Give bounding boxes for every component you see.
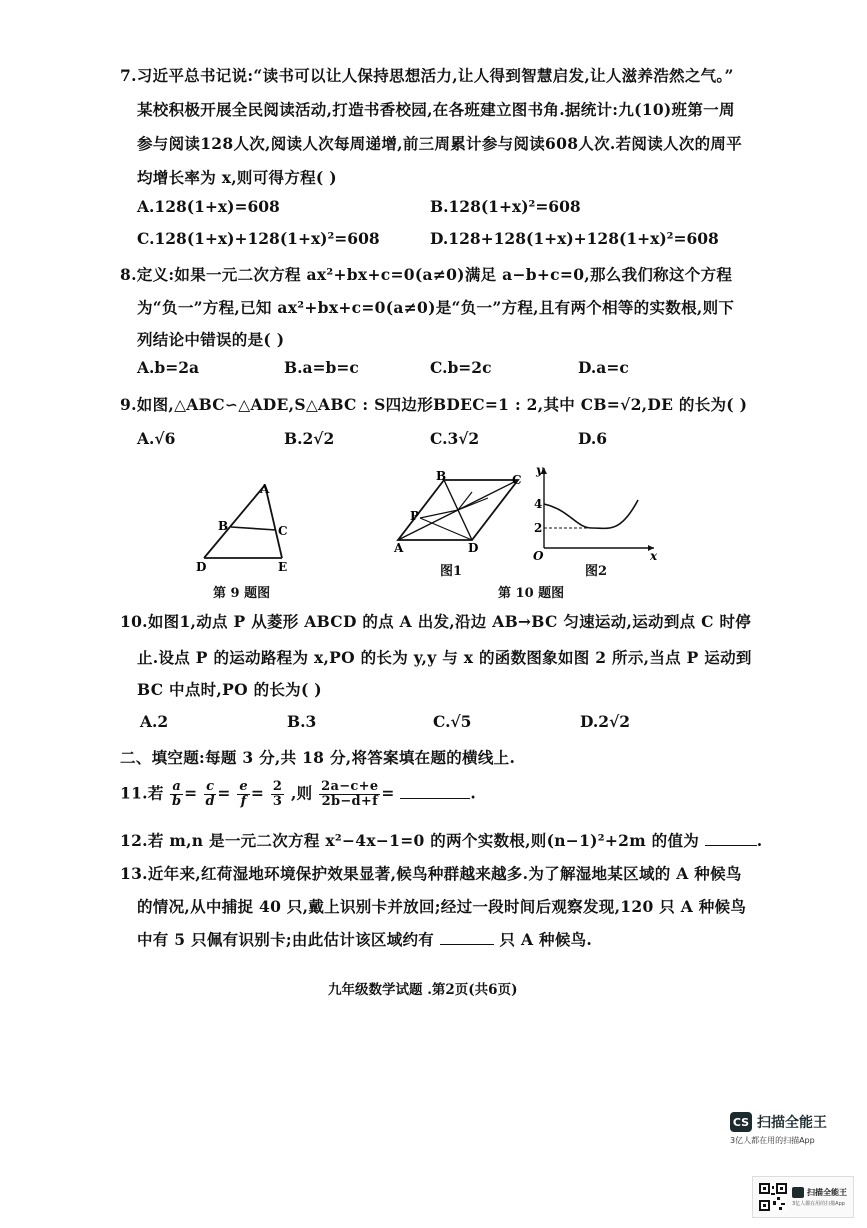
fig1-label-p: P — [410, 509, 420, 523]
q11-fraction-c-d — [204, 780, 216, 809]
q11-fraction-2-3 — [271, 780, 284, 809]
q11-eq-5: = — [381, 783, 395, 803]
q9-option-b: B.2√2 — [284, 429, 335, 448]
q12-end: . — [756, 831, 763, 850]
figure-9-caption: 第 9 题图 — [213, 586, 271, 601]
watermark-brand: 扫描全能王 — [757, 1115, 827, 1131]
q10-line-2: 止.设点 P 的运动路程为 x,PO 的长为 y,y 与 x 的函数图象如图 2 所示,当点 P 运动到 — [137, 648, 752, 667]
q11-f3-num: e — [239, 779, 248, 794]
q7-option-d: D.128+128(1+x)+128(1+x)²=608 — [430, 229, 719, 248]
page-footer: 九年级数学试题 .第2页(共6页) — [328, 982, 518, 998]
q11-eq-2: = — [217, 783, 231, 803]
q9-option-a: A.√6 — [137, 429, 176, 448]
figure-9-triangle — [190, 475, 300, 575]
q11-f1-den: b — [172, 794, 182, 809]
scanner-watermark — [730, 1112, 827, 1146]
fig9-label-d: D — [196, 560, 207, 574]
q11-f2-den: d — [205, 794, 215, 809]
fig2-axis-x: x — [650, 549, 658, 562]
q7-line-2: 某校积极开展全民阅读活动,打造书香校园,在各班建立图书角.据统计:九(10)班第一周 — [137, 100, 735, 119]
q8-option-d: D.a=c — [578, 358, 629, 377]
q9-line-1: 9.如图,△ABC∽△ADE,S△ABC : S四边形BDEC=1 : 2,其中 CB=√2,DE 的长为( ) — [120, 395, 748, 414]
q11-f5-den: 2b−d+f — [321, 794, 378, 809]
q8-option-a: A.b=2a — [137, 358, 200, 377]
fig1-label-a: A — [394, 541, 404, 555]
q11-end: . — [470, 783, 477, 803]
figure-10-caption: 第 10 题图 — [498, 586, 565, 601]
q11-prefix: 11.若 — [120, 783, 164, 803]
q7-line-4: 均增长率为 x,则可得方程( ) — [137, 168, 337, 187]
q10-option-b: B.3 — [287, 712, 317, 731]
cs-logo-icon — [730, 1112, 752, 1132]
fig9-label-b: B — [218, 519, 229, 533]
fig1-label-c: C — [512, 473, 522, 487]
q11-line — [120, 780, 476, 809]
qr-code-icon — [759, 1183, 787, 1211]
q11-fraction-e-f — [237, 780, 250, 809]
q10-line-1: 10.如图1,动点 P 从菱形 ABCD 的点 A 出发,沿边 AB→BC 匀速运动,运动到点 C 时停 — [120, 612, 752, 631]
fig2-origin: O — [533, 549, 544, 562]
q13-line-1: 13.近年来,红荷湿地环境保护效果显著,候鸟种群越来越多.为了解湿地某区域的 A 种候鸟 — [120, 864, 742, 883]
q11-fraction-expression — [319, 780, 380, 809]
q11-f2-num: c — [206, 779, 215, 794]
figure-10-rhombus — [392, 470, 532, 560]
fig1-label-d: D — [468, 541, 479, 555]
fig9-label-a: A — [260, 482, 270, 496]
q8-option-b: B.a=b=c — [284, 358, 359, 377]
q13-line-2: 的情况,从中捕捉 40 只,戴上识别卡并放回;经过一段时间后观察发现,120 只 A 种候鸟 — [137, 897, 747, 916]
q11-f3-den: f — [240, 794, 247, 809]
q7-line-3: 参与阅读128人次,阅读人次每周递增,前三周累计参与阅读608人次.若阅读人次的周平 — [137, 134, 743, 153]
q8-line-3: 列结论中错误的是( ) — [137, 330, 285, 349]
figure-10-fig1-label: 图1 — [440, 564, 463, 579]
figure-10-fig2-label: 图2 — [585, 564, 608, 579]
q8-option-c: C.b=2c — [430, 358, 492, 377]
fig9-label-c: C — [278, 524, 288, 538]
cs-logo-text: CS — [732, 1115, 750, 1129]
fig1-label-b: B — [436, 470, 447, 483]
q13-answer-blank[interactable] — [440, 930, 494, 945]
q12-answer-blank[interactable] — [705, 831, 757, 846]
q11-f4-den: 3 — [272, 794, 283, 809]
q13-line-3a: 中有 5 只佩有识别卡;由此估计该区域约有 — [137, 930, 435, 949]
figure-10-graph — [530, 462, 660, 562]
q12-text: 12.若 m,n 是一元二次方程 x²−4x−1=0 的两个实数根,则(n−1)²+2m 的值为 — [120, 831, 700, 850]
fig2-axis-y: y — [536, 463, 543, 477]
q11-answer-blank[interactable] — [400, 784, 470, 799]
q11-eq-3: = — [250, 783, 265, 803]
q9-option-c: C.3√2 — [430, 429, 480, 448]
q10-option-a: A.2 — [140, 712, 169, 731]
q11-f1-num: a — [172, 779, 182, 794]
section-2-title: 二、填空题:每题 3 分,共 18 分,将答案填在题的横线上. — [120, 748, 516, 767]
q7-line-1: 7.习近平总书记说:“读书可以让人保持思想活力,让人得到智慧启发,让人滋养浩然之气。” — [120, 66, 734, 85]
fig2-tick-2: 2 — [534, 521, 543, 535]
q7-option-b: B.128(1+x)²=608 — [430, 197, 581, 216]
q7-option-c: C.128(1+x)+128(1+x)²=608 — [137, 229, 380, 248]
cs-small-logo-icon — [792, 1187, 804, 1198]
qr-badge-brand: 扫描全能王 — [807, 1188, 847, 1197]
q10-option-c: C.√5 — [433, 712, 472, 731]
q7-option-a: A.128(1+x)=608 — [137, 197, 280, 216]
q11-eq-1: = — [184, 783, 198, 803]
qr-badge-slogan: 3亿人都在用的扫描App — [792, 1201, 845, 1207]
q11-mid: ,则 — [290, 783, 313, 803]
fig2-tick-4: 4 — [534, 497, 543, 511]
q11-fraction-a-b — [170, 780, 183, 809]
q13-line-3b: 只 A 种候鸟. — [499, 930, 593, 949]
q10-line-3: BC 中点时,PO 的长为( ) — [137, 680, 322, 699]
q8-line-2: 为“负一”方程,已知 ax²+bx+c=0(a≠0)是“负一”方程,且有两个相等的实数根,则下 — [137, 298, 735, 317]
q9-option-d: D.6 — [578, 429, 608, 448]
q10-option-d: D.2√2 — [580, 712, 631, 731]
q11-f4-num: 2 — [272, 779, 283, 794]
q8-line-1: 8.定义:如果一元二次方程 ax²+bx+c=0(a≠0)满足 a−b+c=0,那么我们称这个方程 — [120, 265, 733, 284]
q13-line-3 — [137, 928, 592, 950]
qr-badge — [752, 1176, 854, 1218]
q11-f5-num: 2a−c+e — [321, 779, 379, 794]
watermark-slogan: 3亿人都在用的扫描App — [730, 1136, 815, 1145]
q12-line — [120, 829, 762, 851]
fig9-label-e: E — [278, 560, 288, 574]
